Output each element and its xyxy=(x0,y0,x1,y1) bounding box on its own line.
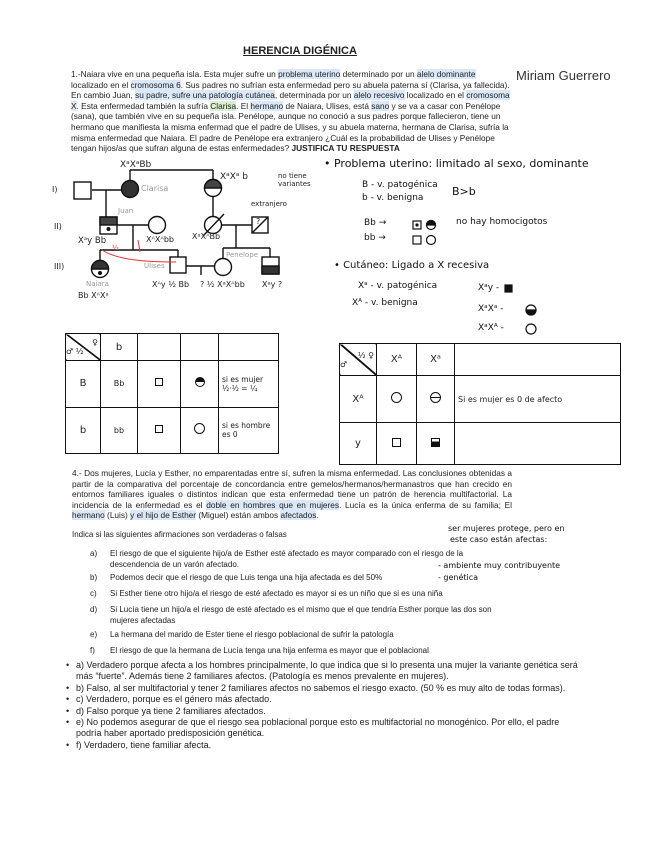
statement-e xyxy=(90,630,510,641)
note: Xᵃy - xyxy=(478,283,500,293)
note-cell: Si es mujer es 0 de afecto xyxy=(455,376,621,423)
male-symbol-cell xyxy=(138,407,181,454)
highlight: cromosoma 6 xyxy=(130,79,181,90)
side-note: este caso están afectas: xyxy=(450,535,548,544)
genotype-label: XᵃXᵃBb xyxy=(120,160,152,170)
generation-label: II) xyxy=(54,222,62,231)
highlight: problema uterino xyxy=(278,69,341,79)
text: (Miguel) están ambos xyxy=(196,510,281,521)
female-symbol-cell xyxy=(377,376,417,423)
text: 4.- Dos mujeres, Lucía y Esther, no emparentadas entre sí, sufren la misma enfermedad. Las conclusiones obtenidas a partir de la comparativa del porcentaje de concordancia entre gemelos/hermanos/hermanastros que han crecido en entornos familiares iguales o distintos indican que esta enfermedad tiene un patrón de herencia multifactorial. La incidencia de la enfermedad es el xyxy=(72,468,512,510)
note: Xᴬ - v. benigna xyxy=(352,298,418,308)
header-cell: Xᴬ xyxy=(377,344,417,376)
note-cutaneous-title: • Cutáneo: Ligado a X recesiva xyxy=(334,260,490,271)
name-label: Clarisa xyxy=(141,184,169,193)
corner-cell xyxy=(66,334,101,361)
highlight: cromosoma X xyxy=(71,90,510,111)
juan-wife-symbol xyxy=(149,217,166,234)
author-name: Miriam Guerrero xyxy=(516,68,611,83)
genotype-cell: bb xyxy=(101,407,138,454)
item-text: Si Esther tiene otro hijo/a el riesgo de esté afectado es mayor si es un niño que si es una niña xyxy=(110,589,443,598)
answer-item: • f) Verdadero, tiene familiar afecta. xyxy=(66,740,578,751)
annotation: extranjero xyxy=(251,200,287,208)
row-header: B xyxy=(66,361,101,408)
name-label: Juan xyxy=(118,207,134,215)
text: . Esta enfermedad también la sufría xyxy=(76,100,211,111)
genotype-label: Xᵃy Bb xyxy=(78,236,107,246)
cell xyxy=(455,344,621,376)
statement-f xyxy=(90,646,510,657)
genotype-label: ? ½ XᵃXᴬbb xyxy=(200,280,245,289)
cell xyxy=(219,334,279,361)
note: no hay homocigotos xyxy=(456,217,548,227)
genotype-label: Bb XᴬXᵃ xyxy=(78,291,109,300)
male-symbol-cell xyxy=(377,423,417,465)
item-letter: d) xyxy=(90,605,98,614)
text: . xyxy=(316,510,319,521)
genotype-label: Xᴬy ½ Bb xyxy=(152,280,190,289)
note-cell: si es hombre es 0 xyxy=(219,407,279,454)
row-header: b xyxy=(66,407,101,454)
item-text: La hermana del marido de Ester tiene el riesgo poblacional de sufrir la patología xyxy=(110,630,394,639)
note: bb → xyxy=(364,233,386,243)
genotype-cell: Bb xyxy=(101,361,138,408)
male-label: ♂ ½ xyxy=(66,347,84,356)
text: 1.-Naiara vive en una pequeña isla. Esta mujer sufre un xyxy=(71,69,279,79)
highlight: alelo dominante xyxy=(416,69,476,79)
note: XᵃXᴬ - xyxy=(478,323,504,333)
item-text: El riesgo de que el siguiente hijo/a de Esther esté afectado es mayor comparado con el riesgo de la descendencia de un varón afectado. xyxy=(110,549,464,569)
pedigree-male-unaffected xyxy=(74,182,91,199)
note-cell: si es mujer ½·½ = ¼ xyxy=(219,361,279,408)
note: XᵃXᵃ - xyxy=(478,304,504,314)
generation-label: III) xyxy=(54,262,65,271)
item-text: Si Lucía tiene un hijo/a el riesgo de esté afectado es el mismo que el que tendría Esther porque las dos son mujeres afectadas xyxy=(110,605,492,625)
note-uterine-title: • Problema uterino: limitado al sexo, dominante xyxy=(324,157,589,170)
highlight: y el hijo de Esther xyxy=(130,510,197,521)
item-text: El riesgo de que la hermana de Lucía tenga una hija enferma es mayor que el poblacional xyxy=(110,646,429,655)
item-letter: c) xyxy=(90,589,97,598)
female-label: ½ ♀ xyxy=(357,350,374,360)
text: (Luis) xyxy=(104,510,131,521)
generation-label: I) xyxy=(52,185,58,194)
note: b - v. benigna xyxy=(362,193,424,203)
text: . Sus padres no sufrían esta enfermedad pero su abuela paterna sí (Clarisa, ya fallecida). En cambio Juan, xyxy=(71,79,510,101)
male-symbol-cell xyxy=(138,361,181,408)
answer-item: • a) Verdadero porque afecta a los hombres principalmente, lo que indica que si lo presenta una mujer la variante genética será más “fuerte”. Además tiene 2 familiares afectos. (Patología es menos prevalente en mujeres). xyxy=(66,660,578,683)
clarisa-symbol xyxy=(122,181,139,198)
unknown-mark: ? xyxy=(256,217,261,226)
highlight: alelo recesivo xyxy=(353,90,405,101)
text: determinado por un xyxy=(340,69,417,79)
punnett-square-x-linked xyxy=(339,343,621,465)
prompt: Indica si las siguientes afirmaciones son verdaderas o falsas xyxy=(72,530,287,539)
answer-item: • d) Falso porque ya tiene 2 familiares afectados. xyxy=(66,706,578,717)
statement-d xyxy=(90,605,510,626)
highlight: su padre, sufre una patología cutánea xyxy=(135,90,275,101)
corner-cell xyxy=(340,344,377,376)
item-text: Podemos decir que el riesgo de que Luis tenga una hija afectada es del 50% xyxy=(110,573,383,582)
genotype-label: Xᵃy ? xyxy=(262,280,283,289)
genotype-label: XᵃXᵃ b xyxy=(220,172,248,182)
female-affected-symbol-cell xyxy=(181,361,219,408)
highlight: hermano xyxy=(250,100,284,111)
penelope-symbol xyxy=(215,259,232,276)
text: localizado en el xyxy=(71,79,131,90)
header-cell: Xᵃ xyxy=(417,344,455,376)
note: B>b xyxy=(452,185,476,198)
highlight: hermano xyxy=(72,510,105,521)
document-title: HERENCIA DIGÉNICA xyxy=(243,45,357,57)
statement-c xyxy=(90,589,510,600)
cell xyxy=(138,334,181,361)
female-label: ♀ xyxy=(92,338,98,347)
bold-text: JUSTIFICA TU RESPUESTA xyxy=(291,143,400,154)
text: , determinada por un xyxy=(274,90,354,101)
item-letter: a) xyxy=(90,549,98,558)
name-label: Ulises xyxy=(144,262,165,270)
punnett-square-autosomal xyxy=(65,333,279,454)
text: y se va a casar con Penélope (sana), que también vive en su pequeña isla. Penélope, aunque no conoció a sus padres porque fallecieron, tiene un hermano que manifiesta la misma enfermad que el padre de Ulises, y su abuela materna, hermana de Clarisa, sufría la misma enfermedad que Naiara. El padre de Penélope era extranjero ¿Cuál es la probabilidad de Ulises y Penélope tengan hijos/as que sufran alguna de estas enfermedades? xyxy=(71,100,509,154)
side-note: - genética xyxy=(438,573,479,582)
name-label: Naiara xyxy=(86,280,109,288)
ulises-symbol xyxy=(170,257,186,273)
note-cell xyxy=(455,423,621,465)
row-header: Xᴬ xyxy=(340,376,377,423)
header-cell: b xyxy=(101,334,138,361)
female-symbol-cell xyxy=(181,407,219,454)
highlight: Clarisa xyxy=(210,100,237,111)
problem-4-text xyxy=(72,468,512,521)
answer-item: • e) No podemos asegurar de que el riesgo sea poblacional porque esto es multifactorial no monogénico. Por ello, el padre podría haber aportado predisposición genética. xyxy=(66,717,578,740)
text: de Naiara, Ulises, está xyxy=(283,100,372,111)
item-letter: b) xyxy=(90,573,98,582)
note: Bb → xyxy=(364,218,387,228)
answer-item: • c) Verdadero, porque es el género más afectado. xyxy=(66,694,578,705)
male-affected-symbol-cell xyxy=(417,423,455,465)
item-letter: f) xyxy=(90,646,95,655)
probability-label: ½ xyxy=(112,244,119,252)
row-header: y xyxy=(340,423,377,465)
genotype-label: XᴬXᴬbb xyxy=(146,235,175,244)
note: B - v. patogénica xyxy=(362,180,438,190)
answer-item: • b) Falso, al ser multifactorial y tener 2 familiares afectos no sabemos el riesgo exacto. (50 % es muy alto de todas formas). xyxy=(66,683,578,694)
text: localizado en el xyxy=(404,90,467,101)
note: Xᵃ - v. patogénica xyxy=(358,281,438,291)
name-label: Penelope xyxy=(226,251,258,259)
highlight: doble en hombres que en mujeres xyxy=(206,499,340,510)
cell xyxy=(181,334,219,361)
male-label: ♂ xyxy=(340,359,348,369)
highlight: sano xyxy=(371,100,390,111)
annotation: no tiene variantes xyxy=(278,172,311,188)
text: . Lucía es la única enferma de su familia; El xyxy=(339,499,512,510)
side-note: ser mujeres protege, pero en xyxy=(448,524,565,533)
side-note: - ambiente muy contribuyente xyxy=(438,561,561,570)
genotype-label: XᵃXᴬBb xyxy=(192,232,221,241)
highlight: afectados xyxy=(280,510,317,521)
answers-list xyxy=(66,660,578,751)
female-carrier-symbol-cell xyxy=(417,376,455,423)
item-letter: e) xyxy=(90,630,98,639)
text: . El xyxy=(236,100,251,111)
